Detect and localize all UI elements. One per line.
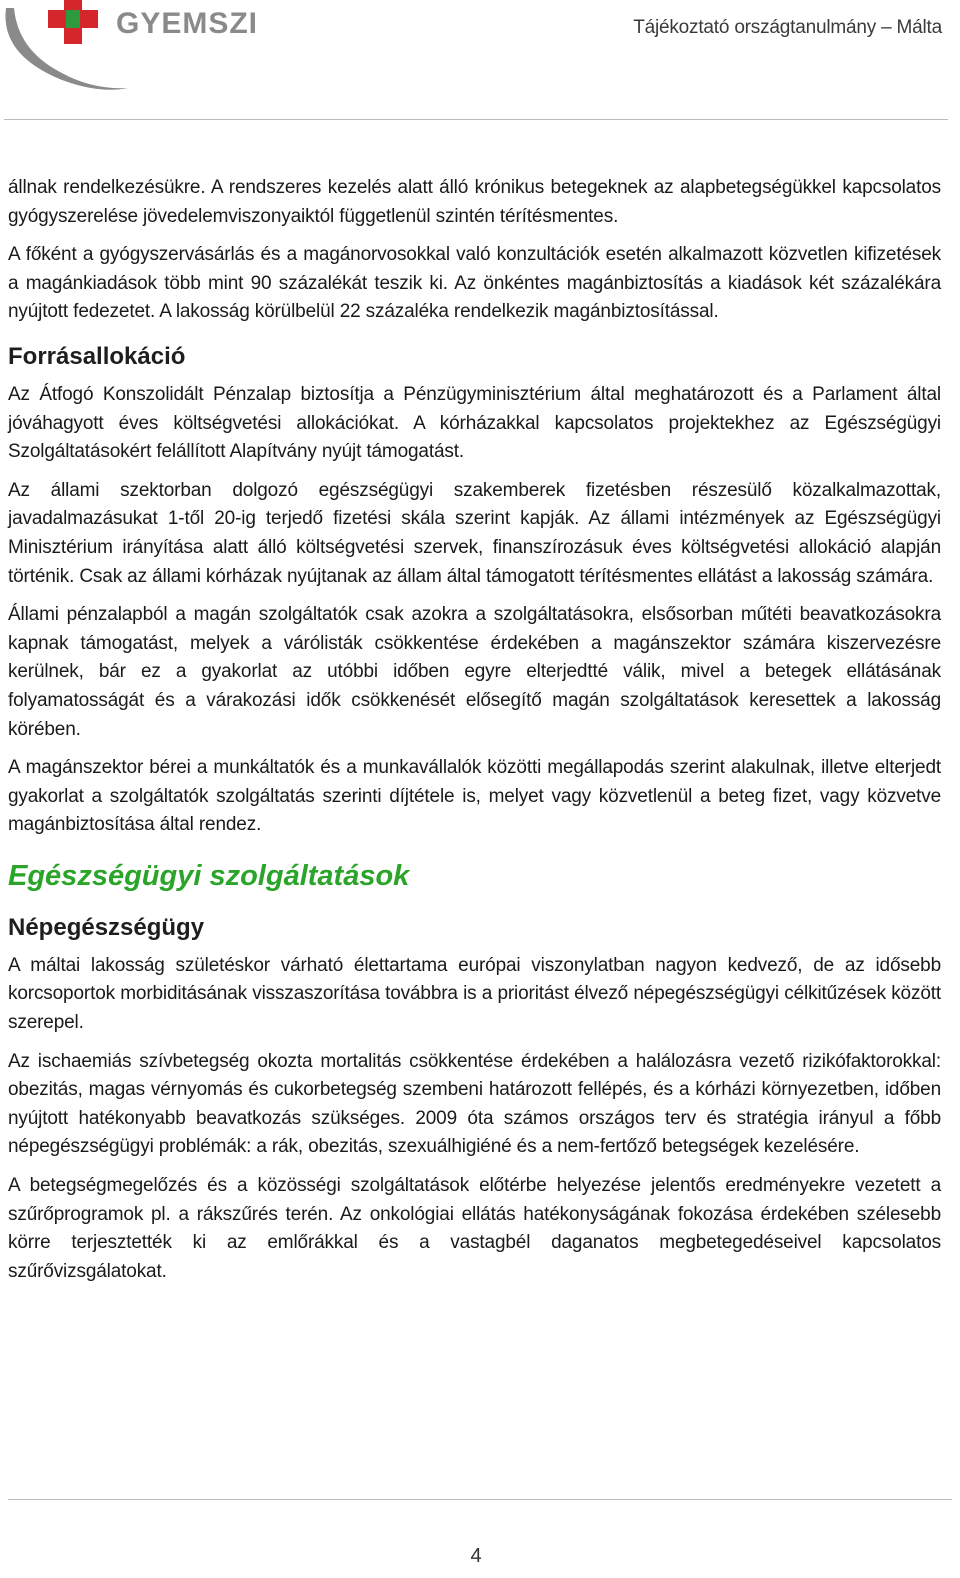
paragraph: Az Átfogó Konszolidált Pénzalap biztosítja a Pénzügyminisztérium által meghatározott és a Parlament által jóváhagyott éves költségvetési allokációkat. A kórházakkal kapcsolatos projektekhez az Egészségügyi Szolgáltatásokért felállított Alapítvány nyújt támogatást. (8, 383, 941, 463)
page-body (8, 174, 941, 1300)
header-divider (4, 119, 948, 120)
chapter-heading-egeszsegugyi-szolgaltatasok: Egészségügyi szolgáltatások (8, 859, 410, 892)
header-title: Tájékoztató országtanulmány – Málta (633, 17, 942, 38)
paragraph: állnak rendelkezésükre. A rendszeres kezelés alatt álló krónikus betegeknek az alapbetegségükkel kapcsolatos gyógyszerelése jövedelemviszonyaiktól függetlenül szintén térítésmentes. (8, 177, 941, 227)
paragraph: Az állami szektorban dolgozó egészségügyi szakemberek fizetésben részesülő közalkalmazottak, javadalmazásukat 1-től 20-ig terjedő fizetési skála szerint kapják. Az állami intézmények az Egészségügyi Minisztérium irányítása alatt álló költségvetési szervek, finanszírozásuk éves költségvetési allokáció alapján történik. Csak az állami kórházak nyújtanak az állam által támogatott térítésmentes ellátást a lakosság számára. (8, 479, 941, 587)
page-number: 4 (470, 1545, 482, 1567)
footer-divider (8, 1499, 952, 1500)
page-header (0, 0, 960, 122)
gyemszi-logo (0, 0, 300, 100)
paragraph: A betegségmegelőzés és a közösségi szolgáltatások előtérbe helyezése jelentős eredményekre vezetett a szűrőprogramok pl. a rákszűrés terén. Az onkológiai ellátás hatékonyságának fokozása érdekében szélesebb körre terjesztették ki az emlőrákkal és a vastagbél daganatos megbetegedéseivel kapcsolatos szűrővizsgálatokat. (8, 1175, 941, 1282)
section-heading-forrasallokacio: Forrásallokáció (8, 342, 186, 370)
paragraph: A máltai lakosság születéskor várható élettartama európai viszonylatban nagyon kedvező, de az idősebb korcsoportok morbiditásának visszaszorítása továbbra is a prioritást élvező népegészségügyi célkitűzések között szerepel. (8, 954, 941, 1034)
paragraph: Állami pénzalapból a magán szolgáltatók csak azokra a szolgáltatásokra, elsősorban műtéti beavatkozásokra kapnak támogatást, melyek a várólisták csökkentése érdekében a magánszektor számára kiszervezésre kerülnek, bár ez a gyakorlat az utóbbi időben egyre elterjedtté válik, mivel a betegek ellátásának folyamatosságát és a várakozási idők csökkenését elősegítő magán szolgáltatások keresettek a lakosság körében. (8, 604, 941, 740)
paragraph: Az ischaemiás szívbetegség okozta mortalitás csökkentése érdekében a halálozásra vezető rizikófaktorokkal: obezitás, magas vérnyomás és cukorbetegség szembeni határozott fellépés, és a kórházi környezetben, időben nyújtott hatékonyabb beavatkozás szükséges. 2009 óta számos országos terv és stratégia irányul a főbb népegészségügyi problémák: a rák, obezitás, szexuálhigiéné és a nem-fertőző betegségek kezelésére. (8, 1050, 941, 1158)
paragraph: A főként a gyógyszervásárlás és a magánorvosokkal való konzultációk esetén alkalmazott közvetlen kifizetések a magánkiadások több mint 90 százalékát teszik ki. Az önkéntes magánbiztosítás a kiadások két százalékára nyújtott fedezetet. A lakosság körülbelül 22 százaléka rendelkezik magánbiztosítással. (8, 244, 941, 323)
paragraph: A magánszektor bérei a munkáltatók és a munkavállalók közötti megállapodás szerint alakulnak, illetve elterjedt gyakorlat a szolgáltatók szolgáltatás szerinti díjtétele is, melyet vagy közvetlenül a beteg fizet, vagy közvetve magánbiztosítása által rendez. (8, 757, 941, 836)
section-heading-nepegeszsegugy: Népegészségügy (8, 913, 205, 941)
logo-wordmark: GYEMSZI (116, 7, 259, 40)
